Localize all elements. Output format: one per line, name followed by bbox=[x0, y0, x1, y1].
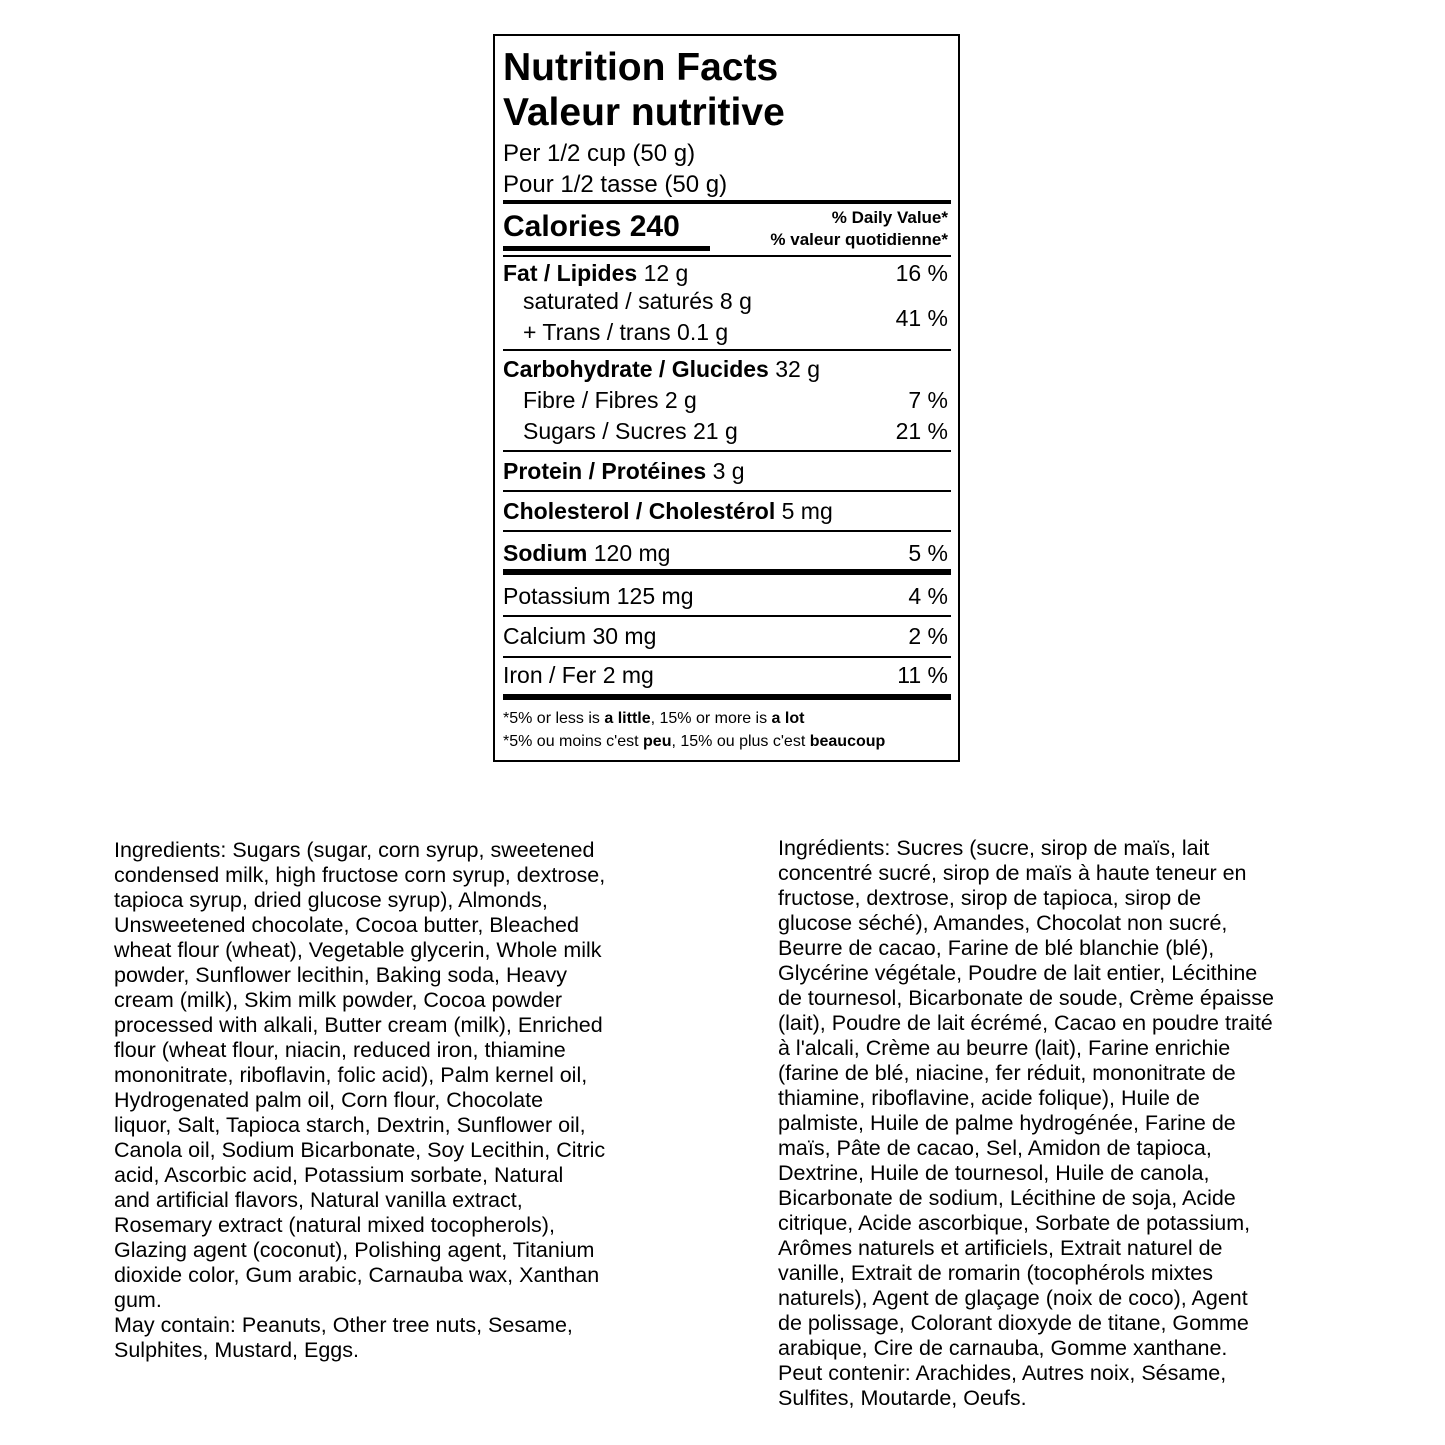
ingredients-fr-line: concentré sucré, sirop de maïs à haute teneur en bbox=[778, 861, 1247, 885]
fibre-dv: 7 % bbox=[908, 387, 948, 413]
cholesterol-row: Cholesterol / Cholestérol 5 mg bbox=[503, 498, 833, 524]
ingredients-fr-line: palmiste, Huile de palme hydrogénée, Farine de bbox=[778, 1111, 1236, 1135]
ingredients-en-line: Rosemary extract (natural mixed tocopherols), bbox=[114, 1213, 555, 1237]
ingredients-en-line: Glazing agent (coconut), Polishing agent, Titanium bbox=[114, 1238, 595, 1262]
ingredients-en-line: cream (milk), Skim milk powder, Cocoa powder bbox=[114, 988, 563, 1012]
rule bbox=[503, 255, 951, 257]
calcium-row: Calcium 30 mg bbox=[503, 623, 657, 649]
rule bbox=[503, 615, 951, 617]
ingredients-fr-line: (lait), Poudre de lait écrémé, Cacao en poudre traité bbox=[778, 1011, 1273, 1035]
serving-size-en: Per 1/2 cup (50 g) bbox=[503, 140, 696, 167]
daily-value-header-fr: % valeur quotidienne* bbox=[770, 230, 948, 249]
sodium-dv: 5 % bbox=[908, 540, 948, 566]
ingredients-en-line: and artificial flavors, Natural vanilla extract, bbox=[114, 1188, 523, 1212]
ingredients-en bbox=[114, 838, 605, 1363]
ingredients-en-line: dioxide color, Gum arabic, Carnauba wax, Xanthan bbox=[114, 1263, 600, 1287]
thick-rule bbox=[503, 694, 951, 700]
rule bbox=[503, 490, 951, 492]
ingredients-fr-line: Ingrédients: Sucres (sucre, sirop de maïs, lait bbox=[778, 836, 1210, 860]
ingredients-fr-line: citrique, Acide ascorbique, Sorbate de potassium, bbox=[778, 1211, 1251, 1235]
ingredients-fr-line: vanille, Extrait de romarin (tocophérols mixtes bbox=[778, 1261, 1213, 1285]
potassium-row: Potassium 125 mg bbox=[503, 583, 694, 609]
fibre-row: Fibre / Fibres 2 g bbox=[523, 387, 697, 413]
ingredients-en-line: mononitrate, riboflavin, folic acid), Palm kernel oil, bbox=[114, 1063, 588, 1087]
iron-dv: 11 % bbox=[897, 662, 948, 688]
calories: Calories 240 bbox=[503, 210, 680, 243]
calories-underline bbox=[503, 246, 710, 251]
footnote-en: *5% or less is a little, 15% or more is a lot bbox=[503, 710, 805, 727]
nutrition-facts-table bbox=[493, 34, 960, 762]
title-fr: Valeur nutritive bbox=[503, 91, 785, 134]
ingredients-en-line: Sulphites, Mustard, Eggs. bbox=[114, 1338, 359, 1362]
rule bbox=[503, 349, 951, 351]
ingredients-fr-line: thiamine, riboflavine, acide folique), Huile de bbox=[778, 1086, 1200, 1110]
rule bbox=[503, 530, 951, 532]
rule bbox=[503, 656, 951, 658]
ingredients-en-line: flour (wheat flour, niacin, reduced iron, thiamine bbox=[114, 1038, 566, 1062]
ingredients-fr-line: Arômes naturels et artificiels, Extrait naturel de bbox=[778, 1236, 1223, 1260]
thick-rule bbox=[503, 569, 951, 575]
sugars-row: Sugars / Sucres 21 g bbox=[523, 418, 738, 444]
saturated-row: saturated / saturés 8 g bbox=[523, 288, 752, 314]
ingredients-en-line: acid, Ascorbic acid, Potassium sorbate, Natural bbox=[114, 1163, 564, 1187]
carbohydrate-row: Carbohydrate / Glucides 32 g bbox=[503, 356, 821, 382]
ingredients-fr-line: fructose, dextrose, sirop de tapioca, sirop de bbox=[778, 886, 1202, 910]
ingredients-fr-line: naturels), Agent de glaçage (noix de coco), Agent bbox=[778, 1286, 1248, 1310]
ingredients-en-line: liquor, Salt, Tapioca starch, Dextrin, Sunflower oil, bbox=[114, 1113, 586, 1137]
protein-row: Protein / Protéines 3 g bbox=[503, 458, 745, 484]
fat-row: Fat / Lipides 12 g bbox=[503, 260, 689, 286]
daily-value-header-en: % Daily Value* bbox=[831, 208, 948, 227]
ingredients-fr-line: (farine de blé, niacine, fer réduit, mononitrate de bbox=[778, 1061, 1236, 1085]
ingredients-en-line: Unsweetened chocolate, Cocoa butter, Bleached bbox=[114, 913, 579, 937]
ingredients-fr-line: arabique, Cire de carnauba, Gomme xanthane. bbox=[778, 1336, 1228, 1360]
saturated-trans-dv: 41 % bbox=[895, 305, 948, 331]
ingredients-fr-line: à l'alcali, Crème au beurre (lait), Farine enrichie bbox=[778, 1036, 1231, 1060]
ingredients-fr-line: Peut contenir: Arachides, Autres noix, Sésame, bbox=[778, 1361, 1227, 1385]
ingredients-fr bbox=[778, 836, 1274, 1411]
ingredients-fr-line: glucose séché), Amandes, Chocolat non sucré, bbox=[778, 911, 1228, 935]
sodium-row: Sodium 120 mg bbox=[503, 540, 671, 566]
trans-row: + Trans / trans 0.1 g bbox=[523, 319, 729, 345]
ingredients-en-line: Canola oil, Sodium Bicarbonate, Soy Lecithin, Citric bbox=[114, 1138, 606, 1162]
potassium-dv: 4 % bbox=[908, 583, 948, 609]
ingredients-en-line: May contain: Peanuts, Other tree nuts, Sesame, bbox=[114, 1313, 573, 1337]
ingredients-fr-line: maïs, Pâte de cacao, Sel, Amidon de tapioca, bbox=[778, 1136, 1212, 1160]
ingredients-en-line: processed with alkali, Butter cream (milk), Enriched bbox=[114, 1013, 603, 1037]
ingredients-fr-line: Glycérine végétale, Poudre de lait entier, Lécithine bbox=[778, 961, 1258, 985]
ingredients-en-line: powder, Sunflower lecithin, Baking soda, Heavy bbox=[114, 963, 567, 987]
sugars-dv: 21 % bbox=[895, 418, 948, 444]
ingredients-en-line: gum. bbox=[114, 1288, 162, 1312]
ingredients-fr-line: de tournesol, Bicarbonate de soude, Crème épaisse bbox=[778, 986, 1275, 1010]
calcium-dv: 2 % bbox=[908, 623, 948, 649]
ingredients-en-line: wheat flour (wheat), Vegetable glycerin, Whole milk bbox=[114, 938, 602, 962]
title-en: Nutrition Facts bbox=[503, 46, 779, 89]
ingredients-fr-line: Beurre de cacao, Farine de blé blanchie (blé), bbox=[778, 936, 1215, 960]
ingredients-en-line: Ingredients: Sugars (sugar, corn syrup, sweetened bbox=[114, 838, 595, 862]
fat-dv: 16 % bbox=[895, 260, 948, 286]
rule bbox=[503, 450, 951, 452]
footnote-fr: *5% ou moins c'est peu, 15% ou plus c'est beaucoup bbox=[503, 733, 886, 750]
iron-row: Iron / Fer 2 mg bbox=[503, 662, 654, 688]
ingredients-fr-line: Bicarbonate de sodium, Lécithine de soja, Acide bbox=[778, 1186, 1236, 1210]
ingredients-fr-line: de polissage, Colorant dioxyde de titane, Gomme bbox=[778, 1311, 1249, 1335]
ingredients-fr-line: Dextrine, Huile de tournesol, Huile de canola, bbox=[778, 1161, 1210, 1185]
ingredients-fr-line: Sulfites, Moutarde, Oeufs. bbox=[778, 1386, 1027, 1410]
ingredients-en-line: tapioca syrup, dried glucose syrup), Almonds, bbox=[114, 888, 548, 912]
serving-size-fr: Pour 1/2 tasse (50 g) bbox=[503, 171, 728, 198]
ingredients-en-line: Hydrogenated palm oil, Corn flour, Chocolate bbox=[114, 1088, 544, 1112]
ingredients-en-line: condensed milk, high fructose corn syrup, dextrose, bbox=[114, 863, 606, 887]
thick-rule bbox=[503, 200, 951, 204]
